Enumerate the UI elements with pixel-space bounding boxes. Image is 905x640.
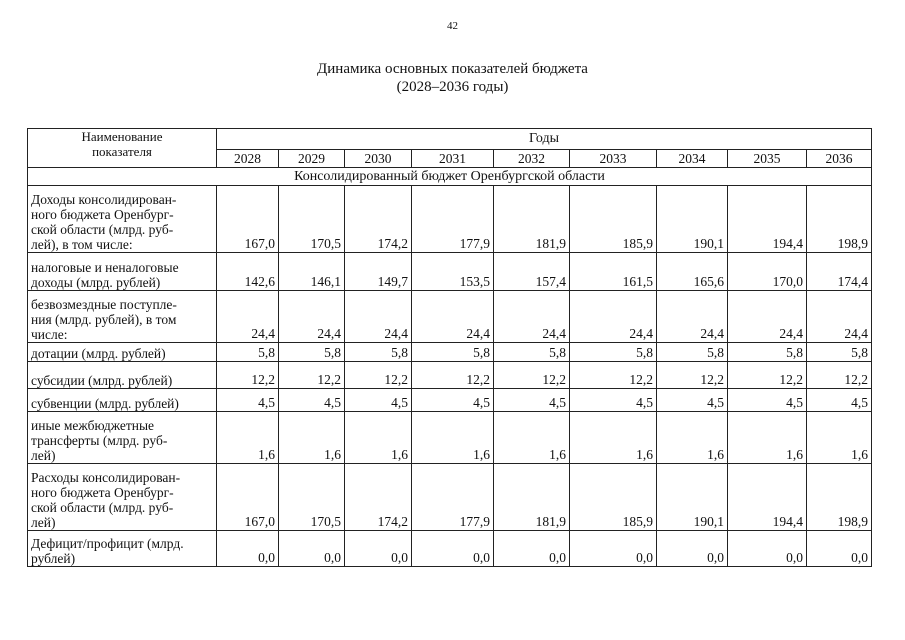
value-cell: 181,9 xyxy=(494,464,570,531)
value-cell: 161,5 xyxy=(570,253,657,291)
value-cell: 157,4 xyxy=(494,253,570,291)
value-cell: 0,0 xyxy=(412,531,494,567)
table-row xyxy=(28,362,872,389)
value-cell: 1,6 xyxy=(217,412,279,464)
year-header: 2032 xyxy=(494,150,570,168)
row-label-line: безвозмездные поступле- xyxy=(31,297,177,312)
indicator-header-line-1: Наименование xyxy=(81,129,163,144)
row-label xyxy=(28,362,217,389)
row-label-line: лей) xyxy=(31,515,56,530)
value-cell: 181,9 xyxy=(494,186,570,253)
row-label-line: ного бюджета Оренбург- xyxy=(31,207,174,222)
years-header: Годы xyxy=(217,129,872,150)
title-line-1: Динамика основных показателей бюджета xyxy=(317,61,588,77)
value-cell: 12,2 xyxy=(217,362,279,389)
value-cell: 24,4 xyxy=(657,291,728,343)
value-cell: 174,4 xyxy=(807,253,872,291)
value-cell: 194,4 xyxy=(728,464,807,531)
value-cell: 12,2 xyxy=(807,362,872,389)
value-cell: 24,4 xyxy=(494,291,570,343)
row-label xyxy=(28,531,217,567)
value-cell: 198,9 xyxy=(807,186,872,253)
table-row xyxy=(28,253,872,291)
value-cell: 1,6 xyxy=(657,412,728,464)
value-cell: 1,6 xyxy=(494,412,570,464)
value-cell: 24,4 xyxy=(217,291,279,343)
table-row xyxy=(28,343,872,362)
value-cell: 0,0 xyxy=(217,531,279,567)
row-label-line: ской области (млрд. руб- xyxy=(31,500,174,515)
value-cell: 170,5 xyxy=(279,464,345,531)
value-cell: 165,6 xyxy=(657,253,728,291)
section-header: Консолидированный бюджет Оренбургской области xyxy=(28,168,872,186)
row-label-line: лей), в том числе: xyxy=(31,237,133,252)
value-cell: 24,4 xyxy=(345,291,412,343)
value-cell: 5,8 xyxy=(279,343,345,362)
row-label-line: дотации (млрд. рублей) xyxy=(31,346,166,361)
value-cell: 0,0 xyxy=(494,531,570,567)
row-label-line: рублей) xyxy=(31,551,76,566)
value-cell: 12,2 xyxy=(279,362,345,389)
table-row xyxy=(28,531,872,567)
value-cell: 174,2 xyxy=(345,464,412,531)
page-title xyxy=(0,60,905,96)
row-label-line: Расходы консолидирован- xyxy=(31,470,181,485)
value-cell: 4,5 xyxy=(728,389,807,412)
row-label-line: лей) xyxy=(31,448,56,463)
row-label-line: Дефицит/профицит (млрд. xyxy=(31,536,184,551)
year-header: 2030 xyxy=(345,150,412,168)
value-cell: 5,8 xyxy=(494,343,570,362)
value-cell: 142,6 xyxy=(217,253,279,291)
value-cell: 12,2 xyxy=(657,362,728,389)
value-cell: 177,9 xyxy=(412,464,494,531)
value-cell: 185,9 xyxy=(570,464,657,531)
value-cell: 1,6 xyxy=(412,412,494,464)
value-cell: 198,9 xyxy=(807,464,872,531)
row-label-line: иные межбюджетные xyxy=(31,418,155,433)
value-cell: 0,0 xyxy=(345,531,412,567)
value-cell: 4,5 xyxy=(657,389,728,412)
value-cell: 0,0 xyxy=(279,531,345,567)
indicator-name-header xyxy=(28,129,217,168)
value-cell: 4,5 xyxy=(570,389,657,412)
row-label xyxy=(28,291,217,343)
value-cell: 5,8 xyxy=(657,343,728,362)
row-label-line: трансферты (млрд. руб- xyxy=(31,433,168,448)
value-cell: 5,8 xyxy=(217,343,279,362)
value-cell: 0,0 xyxy=(728,531,807,567)
value-cell: 170,0 xyxy=(728,253,807,291)
value-cell: 4,5 xyxy=(494,389,570,412)
page-number: 42 xyxy=(447,20,458,32)
year-header: 2034 xyxy=(657,150,728,168)
row-label xyxy=(28,389,217,412)
value-cell: 0,0 xyxy=(807,531,872,567)
value-cell: 146,1 xyxy=(279,253,345,291)
value-cell: 5,8 xyxy=(412,343,494,362)
value-cell: 177,9 xyxy=(412,186,494,253)
year-header: 2031 xyxy=(412,150,494,168)
year-header: 2033 xyxy=(570,150,657,168)
year-header: 2029 xyxy=(279,150,345,168)
value-cell: 185,9 xyxy=(570,186,657,253)
value-cell: 1,6 xyxy=(279,412,345,464)
value-cell: 190,1 xyxy=(657,186,728,253)
row-label xyxy=(28,412,217,464)
value-cell: 12,2 xyxy=(345,362,412,389)
row-label-line: субсидии (млрд. рублей) xyxy=(31,373,173,388)
year-header: 2036 xyxy=(807,150,872,168)
value-cell: 24,4 xyxy=(279,291,345,343)
table-row xyxy=(28,389,872,412)
row-label-line: ской области (млрд. руб- xyxy=(31,222,174,237)
value-cell: 12,2 xyxy=(494,362,570,389)
value-cell: 4,5 xyxy=(807,389,872,412)
row-label xyxy=(28,186,217,253)
value-cell: 24,4 xyxy=(807,291,872,343)
budget-table xyxy=(27,128,872,567)
value-cell: 4,5 xyxy=(412,389,494,412)
value-cell: 5,8 xyxy=(728,343,807,362)
value-cell: 4,5 xyxy=(345,389,412,412)
row-label-line: ного бюджета Оренбург- xyxy=(31,485,174,500)
indicator-header-line-2: показателя xyxy=(92,144,152,159)
title-line-2: (2028–2036 годы) xyxy=(396,79,509,95)
table-row xyxy=(28,291,872,343)
value-cell: 12,2 xyxy=(728,362,807,389)
row-label xyxy=(28,343,217,362)
value-cell: 12,2 xyxy=(412,362,494,389)
table-row xyxy=(28,186,872,253)
year-header: 2028 xyxy=(217,150,279,168)
value-cell: 24,4 xyxy=(728,291,807,343)
value-cell: 167,0 xyxy=(217,464,279,531)
value-cell: 5,8 xyxy=(807,343,872,362)
row-label-line: субвенции (млрд. рублей) xyxy=(31,396,179,411)
row-label-line: числе: xyxy=(31,327,68,342)
value-cell: 24,4 xyxy=(570,291,657,343)
value-cell: 1,6 xyxy=(345,412,412,464)
value-cell: 194,4 xyxy=(728,186,807,253)
value-cell: 4,5 xyxy=(279,389,345,412)
value-cell: 1,6 xyxy=(728,412,807,464)
row-label xyxy=(28,464,217,531)
row-label-line: ния (млрд. рублей), в том xyxy=(31,312,177,327)
value-cell: 170,5 xyxy=(279,186,345,253)
value-cell: 190,1 xyxy=(657,464,728,531)
table-row xyxy=(28,464,872,531)
row-label-line: Доходы консолидирован- xyxy=(31,192,177,207)
value-cell: 5,8 xyxy=(345,343,412,362)
year-header: 2035 xyxy=(728,150,807,168)
row-label-line: налоговые и неналоговые xyxy=(31,260,179,275)
table-row xyxy=(28,412,872,464)
value-cell: 1,6 xyxy=(570,412,657,464)
value-cell: 12,2 xyxy=(570,362,657,389)
value-cell: 167,0 xyxy=(217,186,279,253)
row-label-line: доходы (млрд. рублей) xyxy=(31,275,161,290)
row-label xyxy=(28,253,217,291)
value-cell: 174,2 xyxy=(345,186,412,253)
value-cell: 5,8 xyxy=(570,343,657,362)
value-cell: 24,4 xyxy=(412,291,494,343)
value-cell: 1,6 xyxy=(807,412,872,464)
value-cell: 0,0 xyxy=(657,531,728,567)
value-cell: 149,7 xyxy=(345,253,412,291)
value-cell: 4,5 xyxy=(217,389,279,412)
value-cell: 153,5 xyxy=(412,253,494,291)
value-cell: 0,0 xyxy=(570,531,657,567)
